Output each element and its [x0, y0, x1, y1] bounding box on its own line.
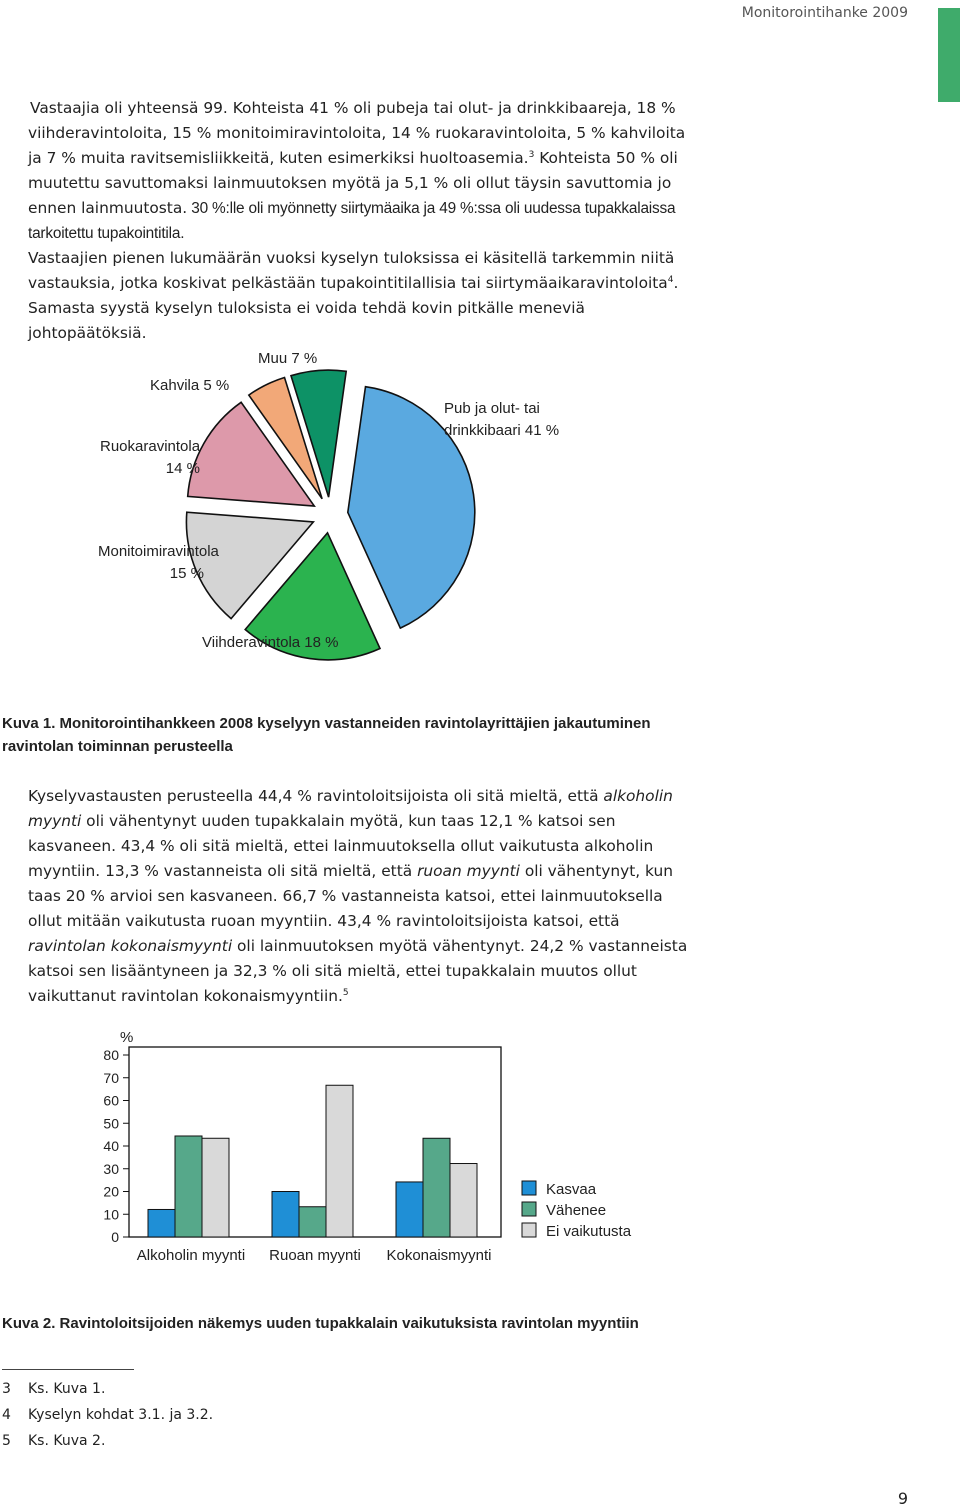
- bar-1-0: [272, 1192, 299, 1238]
- footnote-4: [2, 1407, 213, 1423]
- figure2-caption-label: Kuva 2.: [2, 1315, 56, 1332]
- bar-y-tick-label: 20: [103, 1183, 119, 1200]
- footnote-ref-5[interactable]: 5: [342, 987, 349, 998]
- footnote-5-num: 5: [2, 1433, 11, 1449]
- pie-chart: [0, 330, 700, 690]
- intro-text-2: Kohteista 50 % oli muutettu savuttomaksi lainmuutoksen myötä ja 5,1 % oli ollut täysin savuttomia jo ennen lainmuutosta.: [28, 149, 678, 217]
- figure2-caption-text: Ravintoloitsijoiden näkemys uuden tupakkalain vaikutuksista ravintolan myyntiin: [59, 1315, 639, 1332]
- bar-x-category-label: Alkoholin myynti: [136, 1247, 246, 1264]
- footnote-3-text: Ks. Kuva 1.: [28, 1381, 106, 1397]
- bar-1-1: [299, 1207, 326, 1237]
- bar-x-category-label: Ruoan myynti: [269, 1247, 361, 1264]
- footnote-ref-3[interactable]: 3: [528, 149, 535, 160]
- figure1-caption: [2, 712, 692, 758]
- bar-chart: [0, 1015, 700, 1275]
- paragraph-results: [28, 784, 696, 1009]
- footnote-ref-4[interactable]: 4: [667, 274, 674, 285]
- pie-label-monitoimi: Monitoimiravintola 15 %: [98, 543, 219, 582]
- pie-label-viihde: Viihderavintola 18 %: [202, 634, 339, 651]
- bar-y-axis-label: %: [120, 1029, 134, 1046]
- bar-y-tick-label: 60: [103, 1092, 119, 1109]
- running-header: Monitorointihanke 2009: [741, 5, 908, 21]
- bar-y-tick-label: 40: [103, 1138, 119, 1154]
- bar-y-tick-label: 10: [103, 1206, 119, 1223]
- bar-y-tick-label: 0: [111, 1229, 119, 1245]
- results-em-1: alkoholin myynti: [28, 787, 673, 830]
- results-text-4: oli lainmuutoksen myötä vähentynyt. 24,2 % vastanneista katsoi sen lisääntyneen ja 32,3 % oli sitä mieltä, ettei tupakkalain muutos ollut vaikuttanut ravintolan kokonaismyyntiin.: [28, 937, 688, 1005]
- bar-0-2: [202, 1138, 229, 1237]
- bar-0-0: [148, 1209, 175, 1237]
- footnote-divider: [2, 1369, 134, 1370]
- figure1-caption-label: Kuva 1.: [2, 715, 56, 732]
- bar-2-0: [396, 1182, 423, 1237]
- bar-x-category-label: Kokonaismyynti: [386, 1247, 492, 1264]
- figure2-caption: [2, 1312, 692, 1335]
- footnote-5-text: Ks. Kuva 2.: [28, 1433, 106, 1449]
- chapter-tab: [938, 8, 960, 102]
- pie-label-kahvila: Kahvila 5 %: [150, 377, 230, 394]
- pie-label-muu: Muu 7 %: [258, 350, 318, 367]
- footnote-5: [2, 1433, 105, 1449]
- bar-2-2: [450, 1164, 477, 1237]
- bar-2-1: [423, 1138, 450, 1237]
- legend-label-1: Vähenee: [546, 1202, 607, 1219]
- legend-label-2: Ei vaikutusta: [546, 1223, 632, 1240]
- pie-label-ruoka: Ruokaravintola 14 %: [100, 438, 201, 477]
- paragraph-intro: [28, 96, 696, 246]
- bar-1-2: [326, 1085, 353, 1237]
- limitations-text-2: . Samasta syystä kyselyn tuloksista ei voida tehdä kovin pitkälle meneviä johtopäätöksiä.: [28, 274, 679, 342]
- footnote-3-num: 3: [2, 1381, 11, 1397]
- results-em-3: ravintolan kokonaismyynti: [28, 937, 233, 955]
- results-text-1: Kyselyvastausten perusteella 44,4 % ravintoloitsijoista oli sitä mieltä, että: [28, 787, 604, 805]
- results-text-2: oli vähentynyt uuden tupakkalain myötä, kun taas 12,1 % katsoi sen kasvaneen. 43,4 % oli sitä mieltä, ettei lainmuutoksella ollut vaikutusta alkoholin myyntiin. 13,3 % vastanneista oli sitä mieltä, että: [28, 812, 654, 880]
- footnote-3: [2, 1381, 105, 1397]
- bar-y-tick-label: 30: [103, 1160, 119, 1177]
- footnote-4-text: Kyselyn kohdat 3.1. ja 3.2.: [28, 1407, 214, 1423]
- limitations-text: Vastaajien pienen lukumäärän vuoksi kyselyn tuloksissa ei käsitellä tarkemmin niitä vastauksia, jotka koskivat pelkästään tupakointitilallisia tai siirtymäaikaravintoloita: [28, 249, 675, 292]
- pie-label-pub: Pub ja olut- tai drinkkibaari 41 %: [444, 400, 560, 439]
- figure1-caption-text: Monitorointihankkeen 2008 kyselyyn vastanneiden ravintolayrittäjien jakautuminen ravintolan toiminnan perusteella: [2, 715, 651, 755]
- legend-swatch-0: [522, 1181, 536, 1195]
- footnote-4-num: 4: [2, 1407, 11, 1423]
- intro-text: Vastaajia oli yhteensä 99. Kohteista 41 % oli pubeja tai olut- ja drinkkibaareja, 18 % viihderavintoloita, 15 % monitoimiravintoloita, 14 % ruokaravintoloita, 5 % kahviloita ja 7 % muita ravitsemisliikkeitä, kuten esimerkiksi huoltoasemia.: [28, 99, 686, 167]
- legend-label-0: Kasvaa: [546, 1181, 597, 1198]
- intro-text-3: 30 %:lle oli myönnetty siirtymäaika ja 49 %:ssa oli uudessa tupakkalaissa tarkoitettu tupakointitila.: [28, 200, 676, 242]
- legend-swatch-1: [522, 1202, 536, 1216]
- page-number: 9: [897, 1489, 908, 1508]
- results-text-3: oli vähentynyt, kun taas 20 % arvioi sen kasvaneen. 66,7 % vastanneista katsoi, ettei lainmuutoksella ollut mitään vaikutusta ruoan myyntiin. 43,4 % ravintoloitsijoista katsoi, että: [28, 862, 673, 930]
- results-em-2: ruoan myynti: [417, 862, 520, 880]
- legend-swatch-2: [522, 1223, 536, 1237]
- bar-y-tick-label: 70: [103, 1069, 119, 1086]
- bar-0-1: [175, 1136, 202, 1237]
- bar-y-tick-label: 80: [103, 1047, 119, 1063]
- bar-y-tick-label: 50: [103, 1115, 119, 1132]
